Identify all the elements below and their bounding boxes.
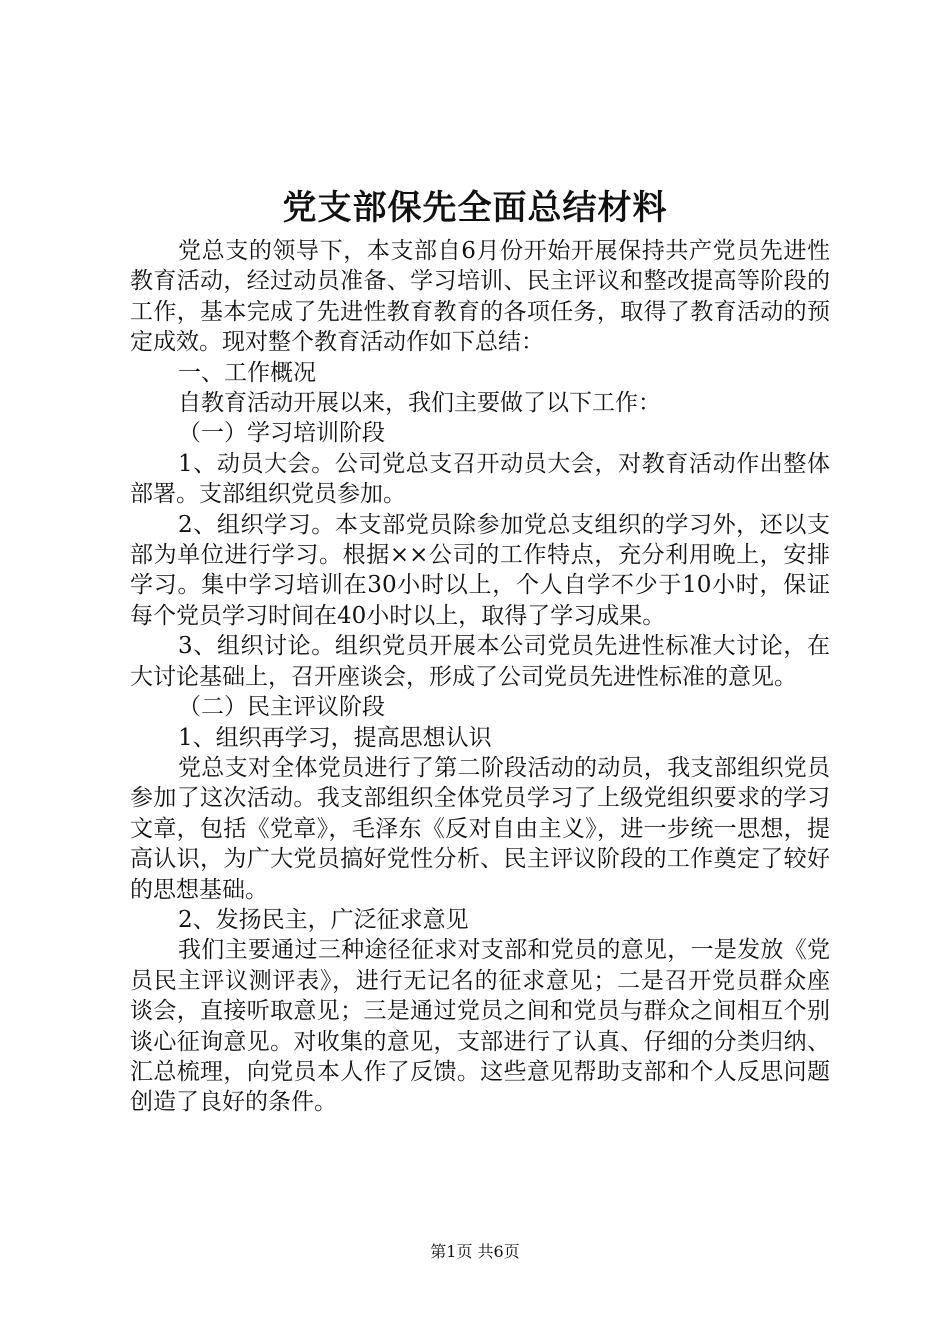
- paragraph-organize-study: 2、组织学习。本支部党员除参加党总支组织的学习外，还以支部为单位进行学习。根据××公司的工作特点，充分利用晚上，安排学习。集中学习培训在30小时以上，个人自学不少于10小时，保证每个党员学习时间在40小时以上，取得了学习成果。: [130, 511, 830, 629]
- paragraph-organize-discussion: 3、组织讨论。组织党员开展本公司党员先进性标准大讨论，在大讨论基础上，召开座谈会，形成了公司党员先进性标准的意见。: [130, 633, 830, 690]
- paragraph-democracy: 我们主要通过三种途径征求对支部和党员的意见，一是发放《党员民主评议测评表》，进行无记名的征求意见；二是召开党员群众座谈会，直接听取意见；三是通过党员之间和党员与群众之间相互个别谈心征询意见。对收集的意见，支部进行了认真、仔细的分类归纳、汇总梳理，向党员本人作了反馈。这些意见帮助支部和个人反思问题创造了良好的条件。: [130, 937, 830, 1116]
- document-body: [130, 236, 830, 1118]
- paragraph-work-intro: 自教育活动开展以来，我们主要做了以下工作：: [178, 390, 661, 417]
- paragraph-restudy: 党总支对全体党员进行了第二阶段活动的动员，我支部组织党员参加了这次活动。我支部组织全体党员学习了上级党组织要求的学习文章，包括《党章》，毛泽东《反对自由主义》，进一步统一思想，提高认识，为广大党员搞好党性分析、民主评议阶段的工作奠定了较好的思想基础。: [130, 754, 830, 903]
- section-heading-overview: 一、工作概况: [178, 359, 316, 386]
- page-footer: 第1页 共6页: [430, 1242, 520, 1261]
- subsection-heading-democratic-review: （二）民主评议阶段: [178, 694, 385, 721]
- item-heading-democracy: 2、发扬民主，广泛征求意见: [178, 906, 469, 933]
- document-title: 党支部保先全面总结材料: [282, 188, 668, 228]
- item-heading-restudy: 1、组织再学习，提高思想认识: [178, 724, 492, 751]
- subsection-heading-study: （一）学习培训阶段: [178, 420, 385, 447]
- paragraph-intro: 党总支的领导下，本支部自6月份开始开展保持共产党员先进性教育活动，经过动员准备、学习培训、民主评议和整改提高等阶段的工作，基本完成了先进性教育教育的各项任务，取得了教育活动的预定成效。现对整个教育活动作如下总结：: [130, 238, 830, 356]
- paragraph-mobilization: 1、动员大会。公司党总支召开动员大会，对教育活动作出整体部署。支部组织党员参加。: [130, 450, 830, 508]
